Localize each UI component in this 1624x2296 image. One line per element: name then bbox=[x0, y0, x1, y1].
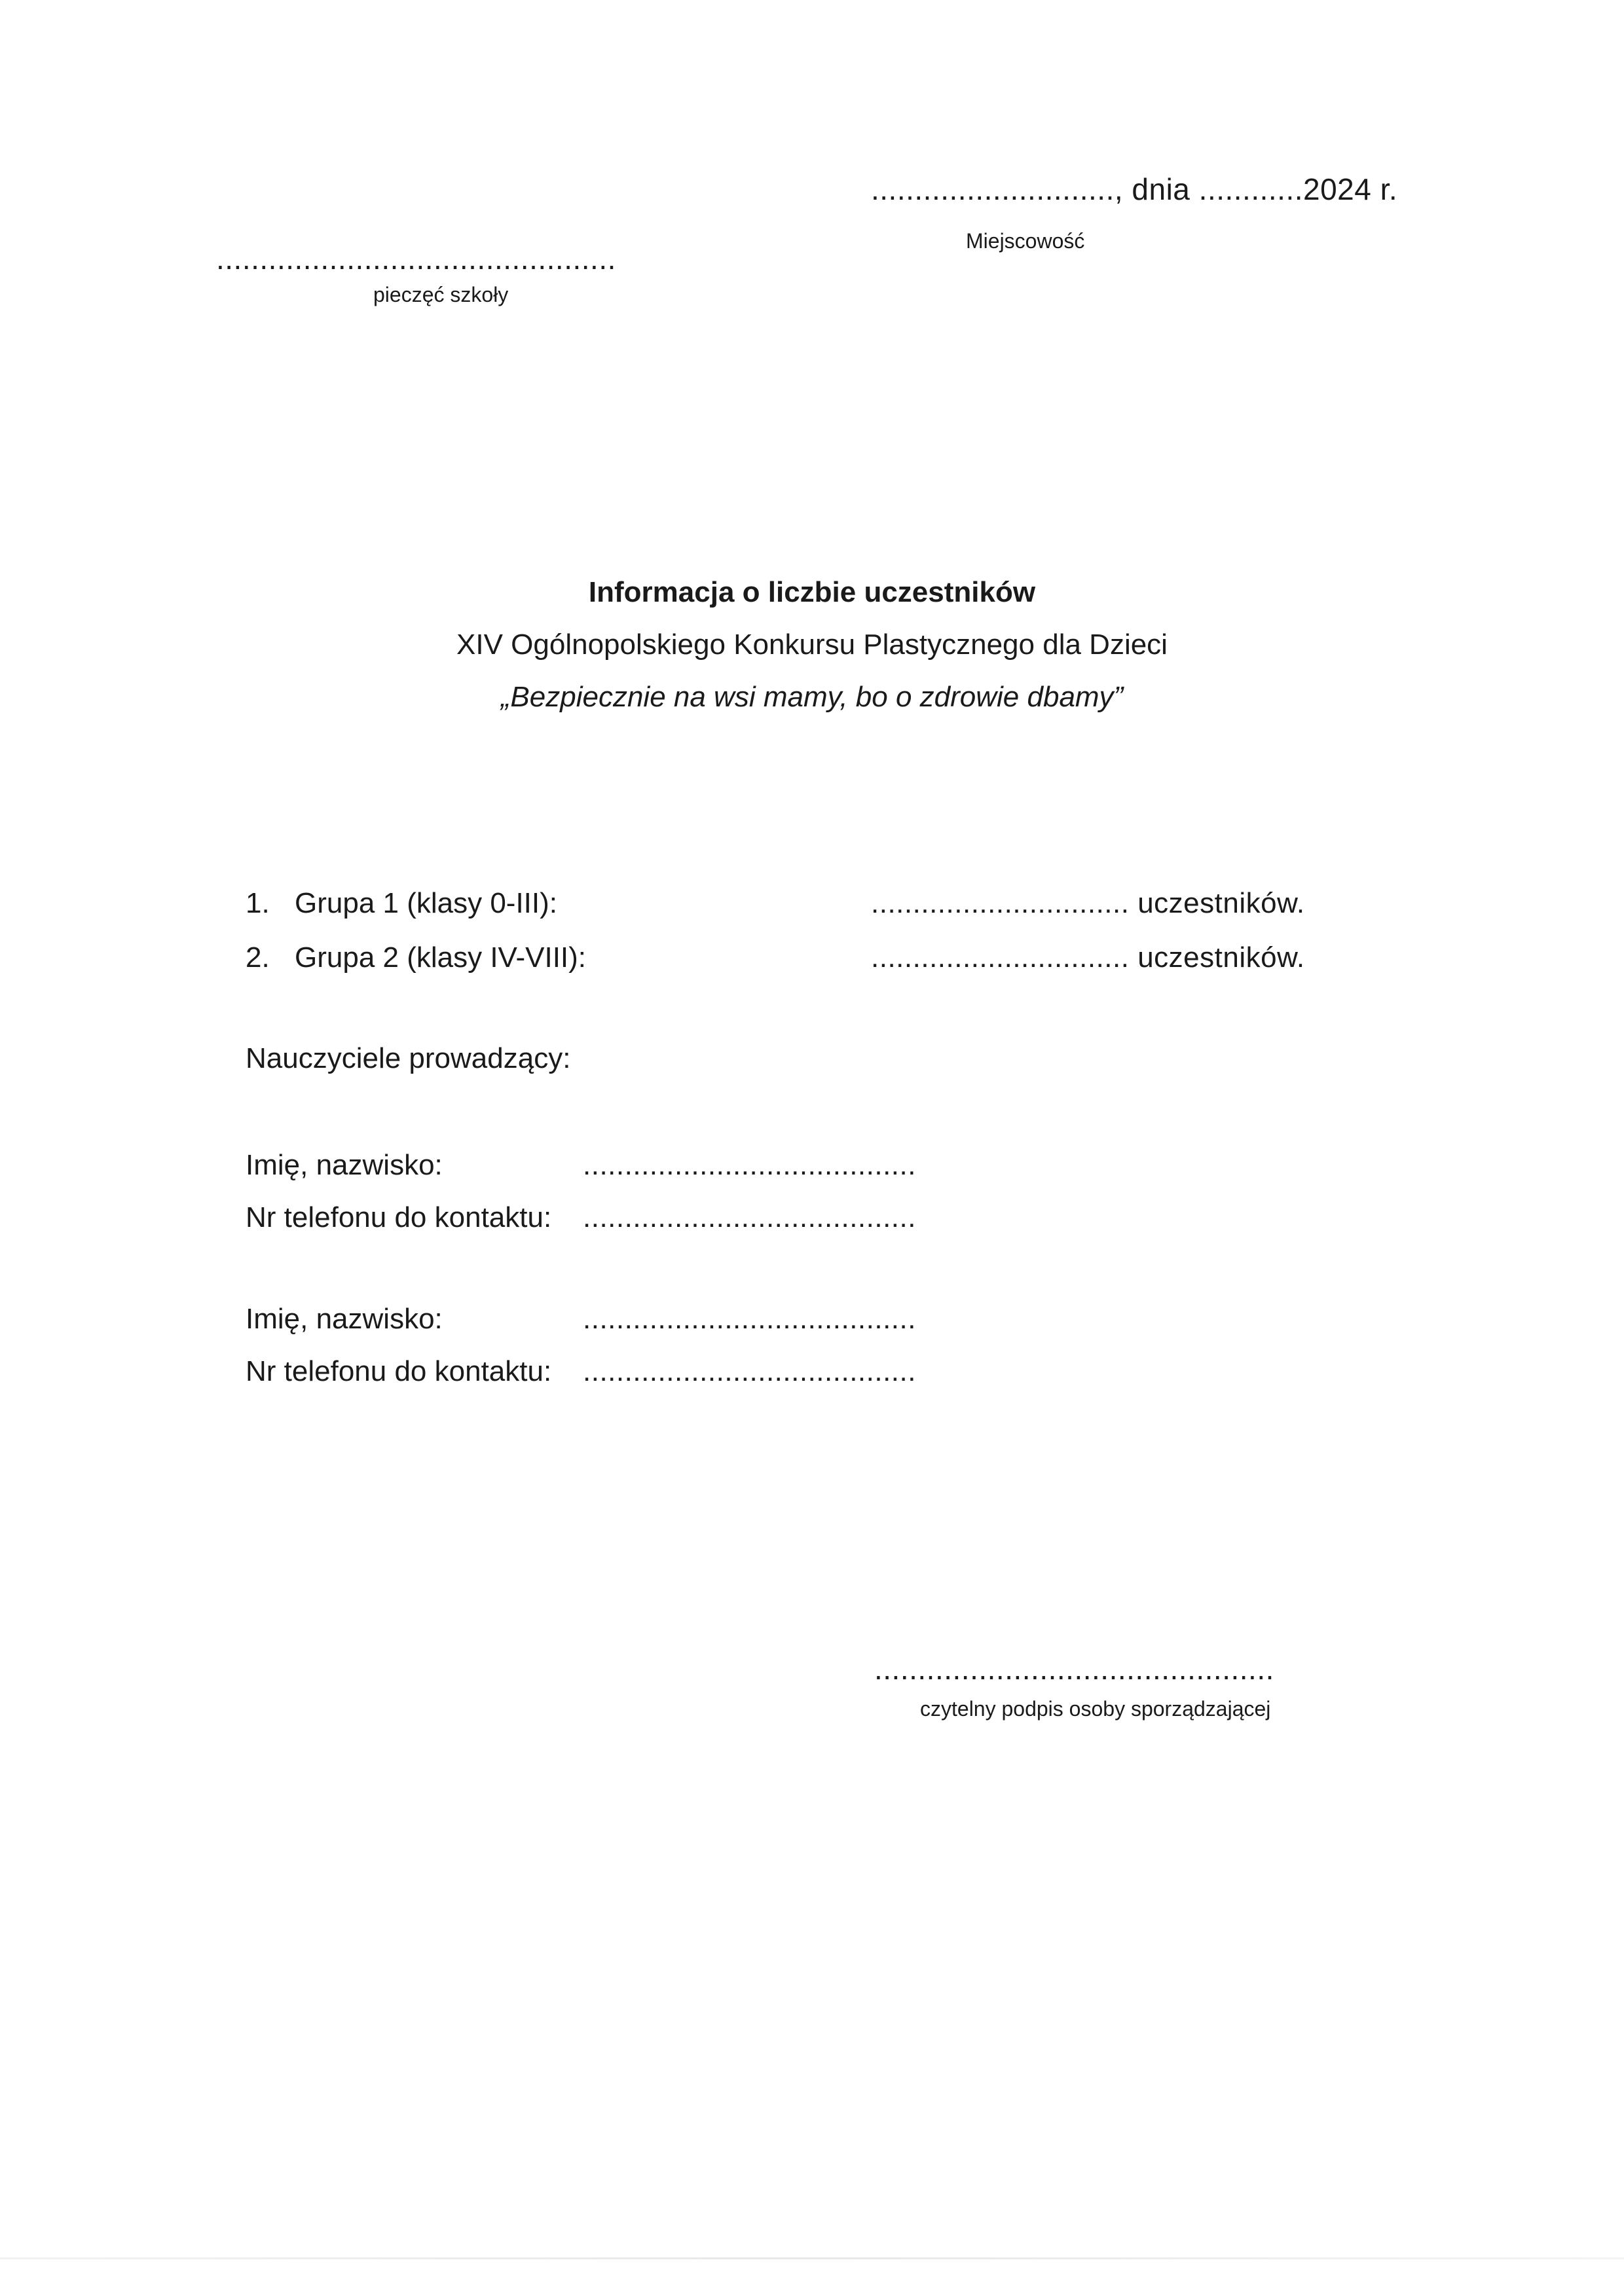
group-1-number: 1. bbox=[246, 887, 270, 919]
contest-motto: „Bezpiecznie na wsi mamy, bo o zdrowie dbamy” bbox=[500, 681, 1124, 713]
teacher-2-phone-label: Nr telefonu do kontaktu: bbox=[246, 1355, 552, 1387]
school-stamp-line[interactable]: .............................................. bbox=[216, 242, 616, 276]
contest-name: XIV Ogólnopolskiego Konkursu Plastycznego dla Dzieci bbox=[456, 629, 1168, 661]
school-stamp-label: pieczęć szkoły bbox=[373, 283, 509, 306]
group-2-label: Grupa 2 (klasy IV-VIII): bbox=[295, 941, 587, 974]
teacher-1-name-field[interactable]: ........................................ bbox=[583, 1149, 916, 1181]
teacher-2-name-field[interactable]: ........................................ bbox=[583, 1303, 916, 1335]
teachers-heading: Nauczyciele prowadzący: bbox=[246, 1042, 571, 1074]
place-label: Miejscowość bbox=[966, 229, 1085, 253]
group-1-count-field[interactable]: ............................... uczestników. bbox=[871, 887, 1305, 919]
group-2-count-field[interactable]: ............................... uczestników. bbox=[871, 941, 1305, 974]
group-2-number: 2. bbox=[246, 941, 270, 974]
teacher-2-name-label: Imię, nazwisko: bbox=[246, 1303, 443, 1335]
teacher-2-phone-field[interactable]: ........................................ bbox=[583, 1355, 916, 1387]
teacher-1-phone-label: Nr telefonu do kontaktu: bbox=[246, 1201, 552, 1233]
group-1-label: Grupa 1 (klasy 0-III): bbox=[295, 887, 558, 919]
teacher-1-name-label: Imię, nazwisko: bbox=[246, 1149, 443, 1181]
date-line[interactable]: ............................, dnia ............2024 r. bbox=[871, 172, 1398, 206]
teacher-1-phone-field[interactable]: ........................................ bbox=[583, 1201, 916, 1233]
scan-edge-divider bbox=[0, 2257, 1624, 2259]
signature-line[interactable]: .............................................. bbox=[874, 1652, 1274, 1686]
signature-label: czytelny podpis osoby sporządzającej bbox=[920, 1697, 1271, 1721]
document-title: Informacja o liczbie uczestników bbox=[588, 576, 1036, 608]
